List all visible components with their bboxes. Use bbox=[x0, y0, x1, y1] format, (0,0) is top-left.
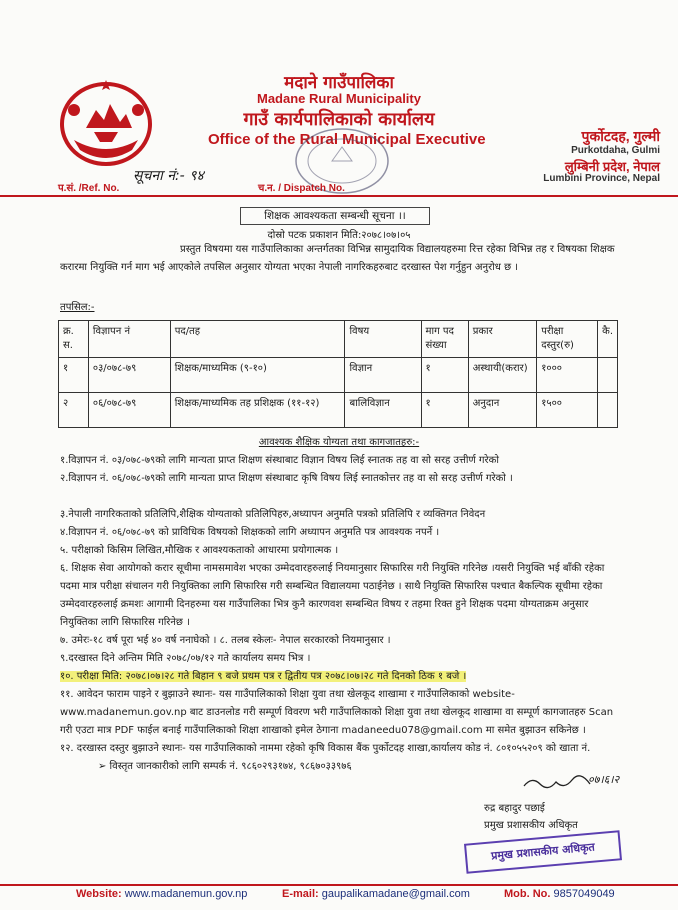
signatory-title: प्रमुख प्रशासकीय अधिकृत bbox=[484, 820, 578, 831]
requirement-item-3: ३.नेपाली नागरिकताको प्रतिलिपि,शैक्षिक योग्यताको प्रतिलिपिहरु,अध्यापन अनुमति पत्रको प्रतिलिपि र व्यक्तिगत निवेदन bbox=[60, 509, 486, 520]
requirement-item-9: ९.दरखास्त दिने अन्तिम मिति २०७८/०७/१२ गते कार्यालय समय भित्र । bbox=[60, 653, 311, 664]
col-header-count: माग पद संख्या bbox=[421, 321, 468, 358]
col-header-fee: परीक्षा दस्तुर(रु) bbox=[537, 321, 598, 358]
header-divider bbox=[0, 195, 678, 197]
footer-email bbox=[282, 888, 470, 900]
cell-ad-no: ०६/०७८-७९ bbox=[88, 393, 170, 428]
cell-post: शिक्षक/माध्यमिक तह प्रशिक्षक (११-१२) bbox=[170, 393, 345, 428]
office-name-en: Office of the Rural Municipal Executive bbox=[208, 131, 486, 148]
col-header-type: प्रकार bbox=[468, 321, 537, 358]
requirement-item-12: १२. दरखास्त दस्तुर बुझाउने स्थानः- यस गाउँपालिकाको नाममा रहेको कृषि विकास बैंक पुर्कोटदह शाखा,कार्यालय कोड नं. ८०१०५५२०९ को खाता नं. bbox=[60, 743, 591, 754]
contact-line: ➢ विस्तृत जानकारीको लागि सम्पर्क नं. ९८६०२९३१७४, ९८६७०३३९७६ bbox=[98, 761, 352, 772]
website-label: Website: bbox=[76, 888, 122, 900]
requirement-item-6: ६. शिक्षक सेवा आयोगको करार सूचीमा नामसमावेश भएका उम्मेदवारहरुलाई नियमानुसार सिफारिस गरी नियुक्ति गरिनेछ ।यसरी नियुक्ति भई बाँकी रहेका पदमा मात्र परीक्षा संचालन गरी नियुक्तिका लागि सिफारिस गरी सम्बन्धित विद्यालयमा पठाईनेछ । साथै नियुक्ति सिफारिस पश्चात बैकल्पिक सूचीमा रहेका उम्मेदवारहरुलाई क्रमशः आगामी दिनहरुमा यस गाउँपालिका भित्र कुनै कारणवश सम्बन्धित विषय र तहमा रिक्त हुने शिक्षक पदमा योग्यताक्रम अनुसार नियुक्तिका लागि सिफारिस गरिनेछ । bbox=[60, 563, 605, 628]
cell-subject: बालिविज्ञान bbox=[345, 393, 421, 428]
details-label: तपसिल:- bbox=[60, 302, 95, 313]
requirements-title: आवश्यक शैक्षिक योग्यता तथा कागजातहरु:- bbox=[258, 437, 420, 448]
col-header-ad-no: विज्ञापन नं bbox=[88, 321, 170, 358]
cell-fee: १००० bbox=[537, 358, 598, 393]
requirement-item-1: १.विज्ञापन नं. ०३/०७८-७९को लागि मान्यता प्राप्त शिक्षण संस्थाबाट विज्ञान विषय लिई स्नातक तह वा सो सरह उत्तीर्ण गरेको bbox=[60, 455, 499, 466]
requirement-item-2: २.विज्ञापन नं. ०६/०७८-७९को लागि मान्यता प्राप्त शिक्षण संस्थाबाट कृषि विषय लिई स्नातकोत्तर तह वा सो सरह उत्तीर्ण गरेको । bbox=[60, 473, 513, 484]
intro-paragraph: प्रस्तुत विषयमा यस गाउँपालिकाका अन्तर्गतका विभिन्न सामुदायिक विद्यालयहरुमा रित्त रहेका विभिन्न तह र विषयका शिक्षक करारमा नियुक्ति गर्न माग भई आएकोले तपसिल अनुसार योग्यता भएका नेपाली नागरिकहरुबाट दरखास्त पेश गर्नुहुन अनुरोध छ । bbox=[60, 244, 615, 273]
requirement-item-10 bbox=[60, 668, 620, 686]
municipality-name-np: मदाने गाउँपालिका bbox=[284, 73, 394, 93]
table-header-row bbox=[59, 321, 618, 358]
cell-ad-no: ०३/०७८-७९ bbox=[88, 358, 170, 393]
signature-date: ०७।६।२ bbox=[588, 773, 620, 786]
cell-count: १ bbox=[421, 358, 468, 393]
footer-divider bbox=[0, 884, 678, 886]
col-header-post: पद/तह bbox=[170, 321, 345, 358]
col-header-remarks: कै. bbox=[598, 321, 618, 358]
officer-stamp: प्रमुख प्रशासकीय अधिकृत bbox=[464, 830, 622, 873]
signatory-name: रुद्र बहादुर पछाई bbox=[484, 803, 545, 814]
mobile-number: 9857049049 bbox=[553, 888, 615, 900]
requirement-item-4: ४.विज्ञापन नं. ०६/०७८-७९ को प्राविधिक विषयको शिक्षकको लागि अध्यापन अनुमति पत्र आवश्यक नपर्ने । bbox=[60, 527, 440, 538]
table-row bbox=[59, 358, 618, 393]
table-row bbox=[59, 393, 618, 428]
footer-mobile bbox=[504, 888, 615, 900]
office-name-np: गाउँ कार्यपालिकाको कार्यालय bbox=[243, 109, 435, 130]
cell-subject: विज्ञान bbox=[345, 358, 421, 393]
notice-subtitle: दोस्रो पटक प्रकाशन मिति:२०७८।०७।०५ bbox=[267, 230, 411, 241]
ref-number-label: प.सं. /Ref. No. bbox=[58, 183, 120, 194]
cell-type: अनुदान bbox=[468, 393, 537, 428]
cell-remarks bbox=[598, 358, 618, 393]
cell-sn: २ bbox=[59, 393, 89, 428]
requirement-item-11: ११. आवेदन फाराम पाइने र बुझाउने स्थानः- यस गाउँपालिकाको शिक्षा युवा तथा खेलकूद शाखामा र गाउँपालिकाको website- www.madanemun.gov.np बाट डाउनलोड गरी सम्पूर्ण विवरण भरी गाउँपालिकाको शिक्षा युवा तथा खेलकूद शाखामा वा सम्पूर्ण कागजातहरु Scan गरी एउटा मात्र PDF फाईल बनाई गाउँपालिकाको शिक्षा शाखाको इमेल ठेगाना madaneedu078@gmail.com मा समेत बुझाउन सकिनेछ । bbox=[60, 689, 614, 736]
municipality-name-en: Madane Rural Municipality bbox=[257, 91, 421, 106]
address-line2-np: लुम्बिनी प्रदेश, नेपाल bbox=[564, 159, 660, 174]
mobile-label: Mob. No. bbox=[504, 888, 551, 900]
col-header-sn: क्र. स. bbox=[59, 321, 89, 358]
cell-post: शिक्षक/माध्यमिक (९-१०) bbox=[170, 358, 345, 393]
notice-number: सूचना नं:- ९४ bbox=[133, 168, 204, 184]
address-line1-en: Purkotdaha, Gulmi bbox=[571, 145, 660, 156]
cell-sn: १ bbox=[59, 358, 89, 393]
email-link[interactable]: gaupalikamadane@gmail.com bbox=[321, 888, 470, 900]
dispatch-number-label: च.न. / Dispatch No. bbox=[258, 183, 345, 194]
address-line2-en: Lumbini Province, Nepal bbox=[543, 173, 660, 184]
cell-count: १ bbox=[421, 393, 468, 428]
cell-type: अस्थायी(करार) bbox=[468, 358, 537, 393]
cell-remarks bbox=[598, 393, 618, 428]
exam-date-highlight: १०. परीक्षा मिति: २०७८।०७।२८ गते बिहान ९ बजे प्रथम पत्र र द्वितीय पत्र २०७८।०७।२८ गते दिनको ठिक १ बजे । bbox=[60, 671, 467, 682]
cell-fee: १५०० bbox=[537, 393, 598, 428]
footer-website bbox=[76, 888, 247, 900]
requirement-item-5: ५. परीक्षाको किसिम लिखित,मौखिक र आवश्यकताको आधारमा प्रयोगात्मक । bbox=[60, 545, 339, 556]
notice-title: शिक्षक आवश्यकता सम्बन्धी सूचना ।। bbox=[240, 207, 430, 225]
col-header-subject: विषय bbox=[345, 321, 421, 358]
vacancy-table bbox=[58, 320, 618, 428]
requirement-item-7: ७. उमेरः-१८ वर्ष पूरा भई ४० वर्ष ननाघेको । ८. तलब स्केलः- नेपाल सरकारको नियमानुसार । bbox=[60, 635, 391, 646]
email-label: E-mail: bbox=[282, 888, 319, 900]
website-link[interactable]: www.madanemun.gov.np bbox=[124, 888, 248, 900]
address-line1-np: पुर्कोटदह, गुल्मी bbox=[581, 128, 660, 144]
